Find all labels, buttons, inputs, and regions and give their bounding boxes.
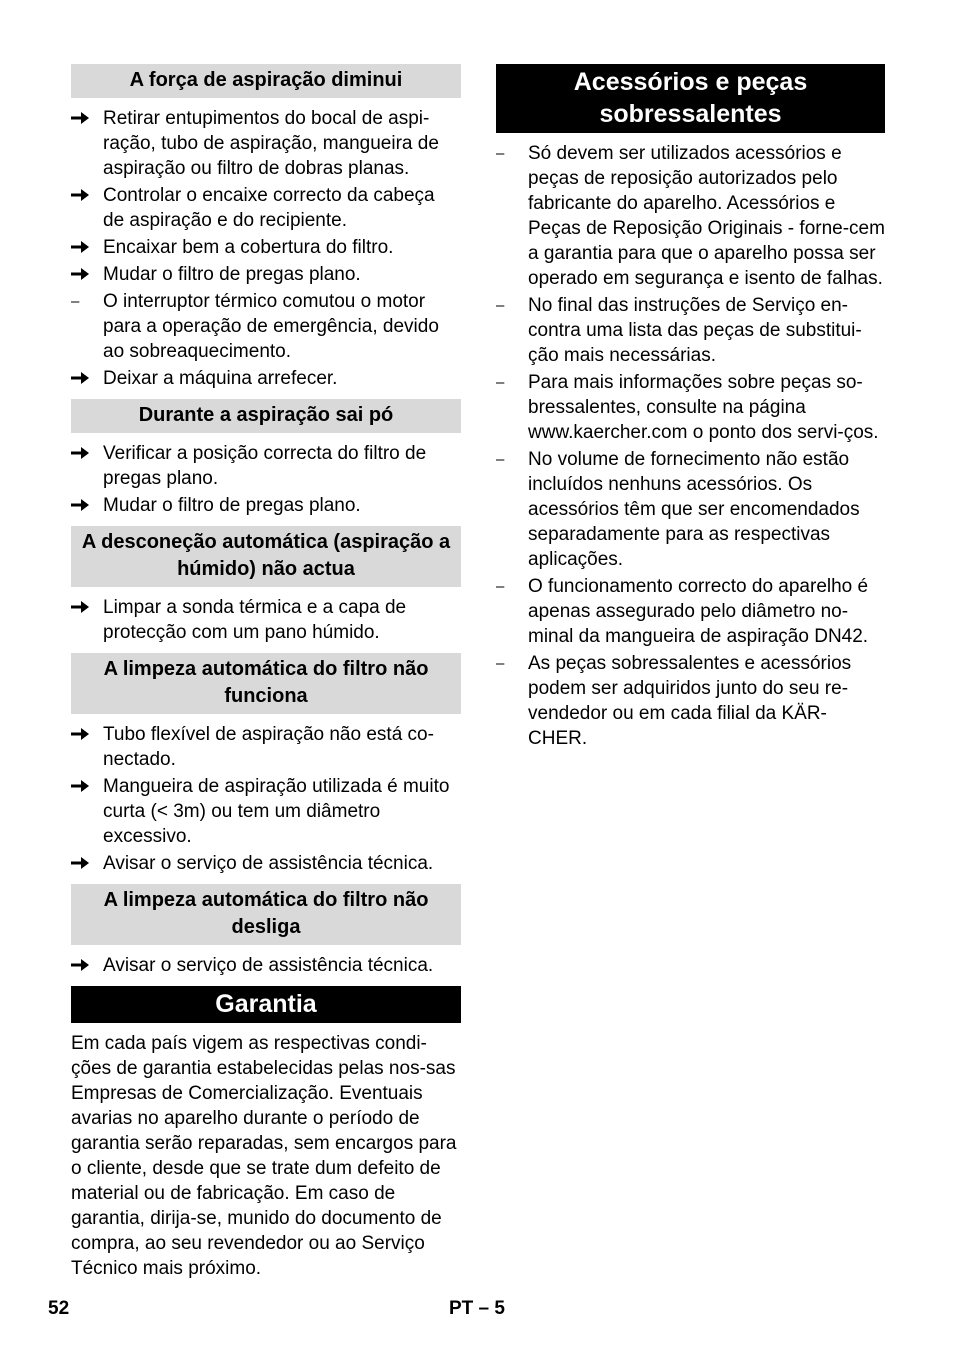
section-heading-warranty: Garantia <box>71 986 461 1023</box>
section-heading-filter-cleaning-not-working: A limpeza automática do filtro não funciona <box>71 653 461 714</box>
list-item-text: Tubo flexível de aspiração não está co-nectado. <box>103 724 434 770</box>
dash-marker: – <box>496 451 505 468</box>
list-item-text: Mudar o filtro de pregas plano. <box>103 264 361 285</box>
list-item-text: Para mais informações sobre peças so-bressalentes, consulte na página www.kaercher.com o ponto dos servi-ços. <box>528 372 879 443</box>
right-column <box>496 64 885 753</box>
list-item-text: Mudar o filtro de pregas plano. <box>103 495 361 516</box>
list-item <box>71 851 461 876</box>
dash-marker: – <box>496 655 505 672</box>
list-item-text: O interruptor térmico comutou o motor para a operação de emergência, devido ao sobreaquecimento. <box>103 291 439 362</box>
arrow-icon <box>71 851 103 870</box>
list-item-text: Deixar a máquina arrefecer. <box>103 368 338 389</box>
arrow-icon <box>71 722 103 741</box>
list-item-text: Avisar o serviço de assistência técnica. <box>103 853 434 874</box>
list-item-text: Retirar entupimentos do bocal de aspi-ração, tubo de aspiração, mangueira de aspiração ou filtro de dobras planas. <box>103 108 439 179</box>
left-column <box>71 64 461 1281</box>
warranty-text: Em cada país vigem as respectivas condi-ções de garantia estabelecidas pelas nos-sas Empresas de Comercialização. Eventuais avarias no aparelho durante o período de garantia serão reparadas, sem encargos para o cliente, desde que se trate dum defeito de material ou de fabricação. Em caso de garantia, dirija-se, munido do documento de compra, ao seu revendedor ou ao Serviço Técnico mais próximo. <box>71 1033 457 1279</box>
dash-marker: – <box>496 297 505 314</box>
list-item-text: Só devem ser utilizados acessórios e peças de reposição autorizados pelo fabricante do aparelho. Acessórios e Peças de Reposição Originais - forne-cem a garantia para que o aparelho possa ser operado em segurança e isento de falhas. <box>528 143 885 289</box>
list-item-text: Avisar o serviço de assistência técnica. <box>103 955 434 976</box>
troubleshooting-list <box>71 722 461 876</box>
list-item <box>71 289 461 364</box>
troubleshooting-list <box>71 106 461 391</box>
list-item-text: No final das instruções de Serviço en-contra uma lista das peças de substitui-ção mais necessárias. <box>528 295 862 366</box>
list-item <box>71 235 461 260</box>
accessories-list <box>496 141 885 751</box>
list-item-text: O funcionamento correcto do aparelho é apenas assegurado pelo diâmetro no-minal da mangueira de aspiração DN42. <box>528 576 869 647</box>
list-item-text: Mangueira de aspiração utilizada é muito curta (< 3m) ou tem um diâmetro excessivo. <box>103 776 450 847</box>
list-item-text: Controlar o encaixe correcto da cabeça de aspiração e do recipiente. <box>103 185 435 231</box>
section-heading-dust-escapes: Durante a aspiração sai pó <box>71 399 461 433</box>
arrow-icon <box>71 595 103 614</box>
list-item <box>71 366 461 391</box>
arrow-icon <box>71 366 103 385</box>
list-item <box>496 447 885 572</box>
list-item <box>496 651 885 751</box>
arrow-icon <box>71 235 103 254</box>
arrow-icon <box>71 106 103 125</box>
page-number: 52 <box>48 1298 70 1319</box>
arrow-icon <box>71 493 103 512</box>
list-item <box>71 722 461 772</box>
list-item-text: Limpar a sonda térmica e a capa de protecção com um pano húmido. <box>103 597 407 643</box>
list-item <box>71 106 461 181</box>
troubleshooting-list <box>71 441 461 518</box>
troubleshooting-list <box>71 953 461 978</box>
section-page-label: PT – 5 <box>449 1298 505 1319</box>
list-item <box>71 183 461 233</box>
list-item-text: No volume de fornecimento não estão incluídos nenhuns acessórios. Os acessórios têm que ser encomendados separadamente para as respectivas aplicações. <box>528 449 860 570</box>
arrow-icon <box>71 774 103 793</box>
list-item <box>496 293 885 368</box>
list-item <box>71 774 461 849</box>
arrow-icon <box>71 262 103 281</box>
list-item <box>496 141 885 291</box>
arrow-icon <box>71 441 103 460</box>
arrow-icon <box>71 183 103 202</box>
list-item <box>71 595 461 645</box>
troubleshooting-list <box>71 595 461 645</box>
dash-marker: – <box>496 374 505 391</box>
list-item <box>496 370 885 445</box>
dash-marker: – <box>496 578 505 595</box>
dash-marker: – <box>496 145 505 162</box>
list-item-text: As peças sobressalentes e acessórios podem ser adquiridos junto do seu re-vendedor ou em cada filial da KÄR-CHER. <box>528 653 852 749</box>
list-item <box>71 953 461 978</box>
list-item-text: Encaixar bem a cobertura do filtro. <box>103 237 394 258</box>
section-heading-accessories: Acessórios e peças sobressalentes <box>496 64 885 133</box>
section-heading-filter-cleaning-not-stopping: A limpeza automática do filtro não desliga <box>71 884 461 945</box>
list-item <box>71 262 461 287</box>
section-heading-suction-decreases: A força de aspiração diminui <box>71 64 461 98</box>
list-item <box>71 493 461 518</box>
list-item-text: Verificar a posição correcta do filtro de pregas plano. <box>103 443 427 489</box>
dash-marker: – <box>71 293 80 310</box>
list-item <box>496 574 885 649</box>
section-heading-auto-shutoff: A desconeção automática (aspiração a húmido) não actua <box>71 526 461 587</box>
list-item <box>71 441 461 491</box>
arrow-icon <box>71 953 103 972</box>
